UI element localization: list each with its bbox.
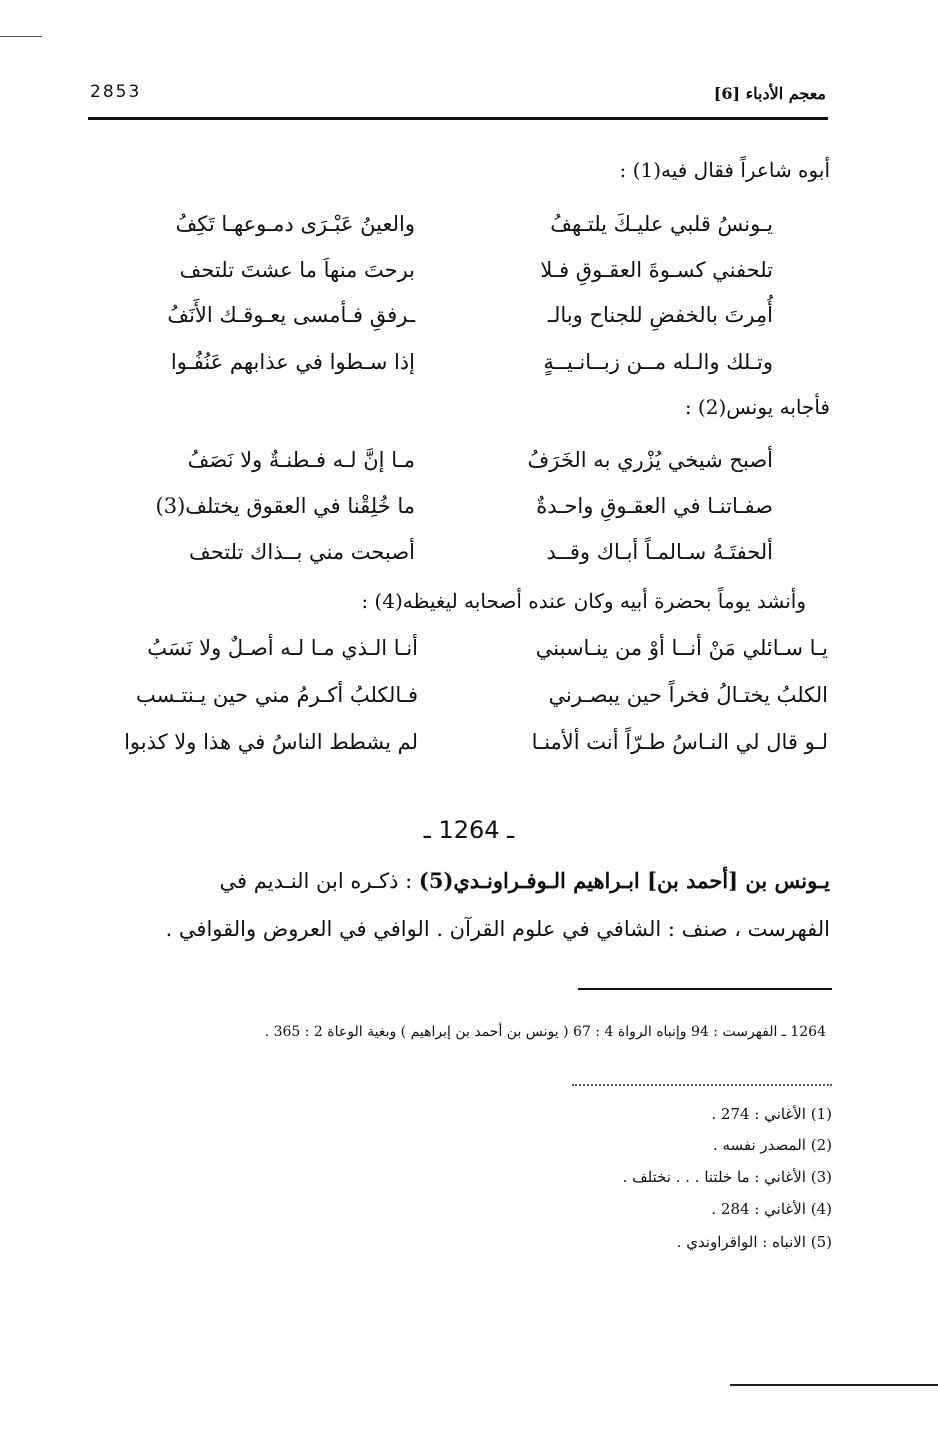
entry-line-1 (220, 868, 830, 893)
verse-2-2-first: صفـاتنـا في العقـوقِ واحـدةٌ (536, 494, 773, 518)
footnote-1: (1) الأغاني : 274 . (711, 1105, 832, 1123)
verse-3-1-first: يـا سـائلي مَنْ أنــا أوْ من ينـاسبني (535, 636, 828, 660)
footnote-rule (578, 988, 832, 990)
verse-3-2-second: فـالكلبُ أكـرمُ مني حين يـنتـسب (135, 683, 418, 707)
intro-line-3: وأنشد يوماً بحضرة أبيه وكان عنده أصحابه ليغيظه(4) : (361, 589, 806, 613)
footnote-5: (5) الانباه : الواقراوندي . (676, 1233, 832, 1251)
entry-line-2: الفهرست ، صنف : الشافي في علوم القرآن . الوافي في العروض والقوافي . (165, 917, 830, 941)
verse-1-1-second: والعينُ عَبْـرَى دمـوعهـا تَكِفُ (175, 212, 415, 236)
entry-line-1-rest: : ذكـره ابن النـديم في (219, 869, 419, 893)
verse-1-3-second: ـرفقِ فـأمسى يعـوقـك الأَنَفُ (167, 303, 415, 327)
corner-mark (0, 36, 42, 37)
footnote-4: (4) الأغاني : 284 . (711, 1200, 832, 1218)
footnote-3: (3) الأغاني : ما خلتنا . . . نختلف . (622, 1168, 832, 1186)
verse-1-2-first: تلحفني كسـوةَ العقـوقِ فـلا (540, 258, 773, 282)
dotted-rule (572, 1084, 832, 1086)
entry-name: يـونس بن [أحمد بن] ابـراهيم الـوفـراونـدي(5) (418, 868, 830, 893)
running-title: معجم الأدباء [6] (713, 84, 826, 103)
bottom-rule (730, 1384, 938, 1386)
verse-2-3-second: أصبحت مني بــذاك تلتحف (188, 540, 415, 564)
footnote-2: (2) المصدر نفسه . (712, 1136, 832, 1154)
verse-2-1-first: أصبح شيخي يُزْري به الخَرَفُ (527, 448, 773, 472)
verse-2-2-second: ما خُلِقْنا في العقوق يختلف(3) (155, 494, 415, 518)
verse-1-4-second: إذا سـطوا في عذابهم عَنُفُـوا (170, 350, 415, 374)
verse-1-3-first: أُمِرتَ بالخفضِ للجناح وبالـ (547, 303, 773, 327)
intro-line-2: فأجابه يونس(2) : (684, 395, 830, 419)
verse-3-1-second: أنـا الـذي مـا لـه أصـلٌ ولا نَسَبُ (147, 636, 418, 660)
source-note: 1264 ـ الفهرست : 94 وإنباه الرواة 4 : 67 ( يونس بن أحمد بن إبراهيم ) وبغية الوعاة 2 : 365 . (264, 1024, 826, 1040)
verse-1-2-second: برحتَ منهاَ ما عشتَ تلتحف (179, 258, 415, 282)
verse-1-4-first: وتـلك والـله مــن زبــانـيــةٍ (543, 350, 773, 374)
entry-number: ـ 1264 ـ (423, 816, 515, 844)
verse-3-2-first: الكلبُ يختـالُ فخراً حين يبصـرني (548, 683, 828, 707)
verse-3-3-second: لم يشطط الناسُ في هذا ولا كذبوا (124, 730, 418, 754)
header-rule (88, 117, 828, 120)
verse-2-1-second: مـا إنَّ لـه فـطنـةٌ ولا نَصَفُ (187, 448, 415, 472)
verse-2-3-first: ألحفتَـهُ سـالمـاً أبـاك وقــد (546, 540, 773, 564)
intro-line-1: أبوه شاعراً فقال فيه(1) : (619, 158, 830, 182)
page-number: 2853 (90, 82, 142, 102)
verse-1-1-first: يـونسُ قلبي عليـكَ يلتـهفُ (550, 212, 773, 236)
verse-3-3-first: لـو قال لي النـاسُ طـرّاً أنت ألأمنـا (531, 730, 828, 754)
